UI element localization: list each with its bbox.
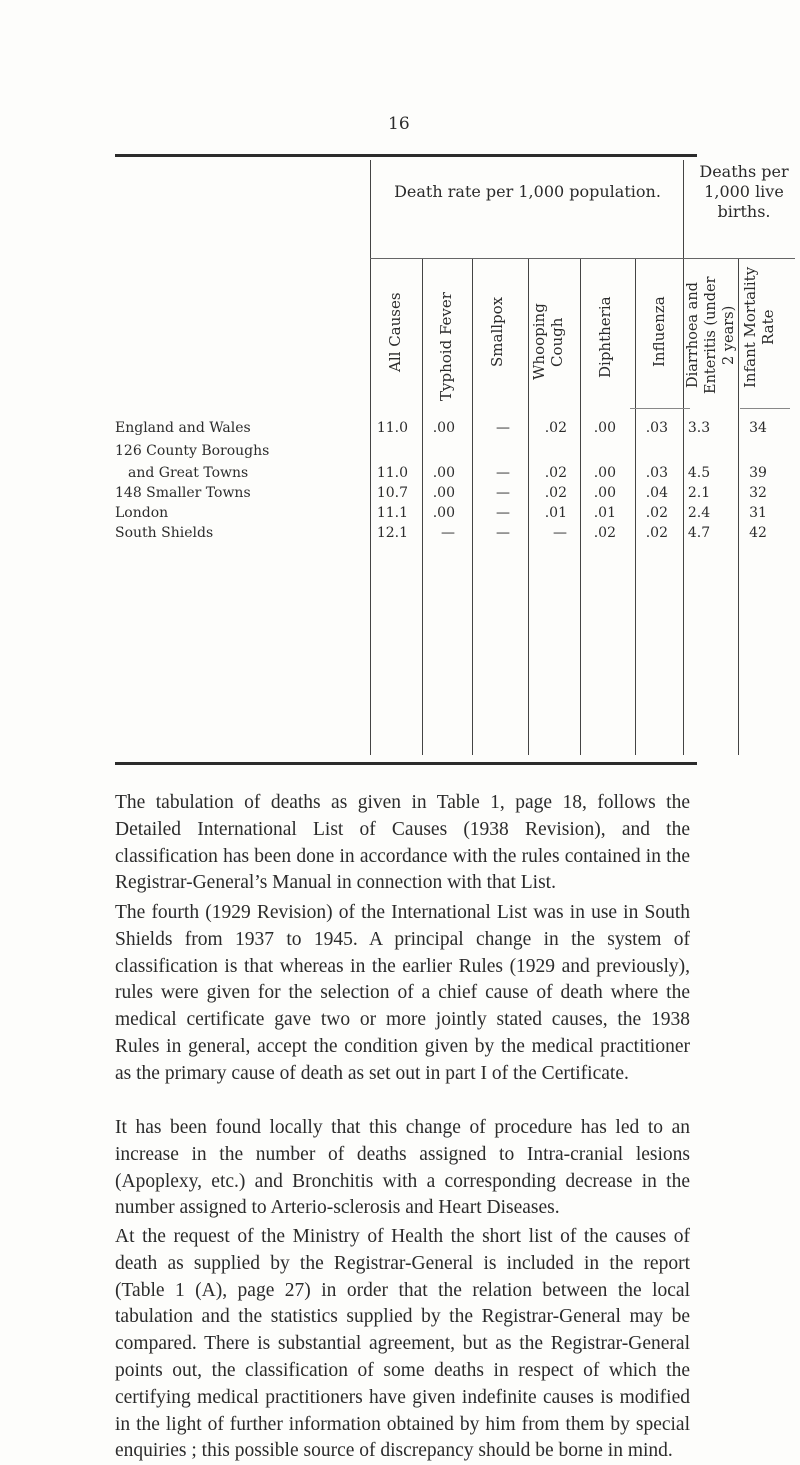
table-cell: 12.1 xyxy=(376,525,408,541)
table-cell: .03 xyxy=(645,465,668,481)
table-cell: .00 xyxy=(593,485,616,501)
table-cell: .04 xyxy=(645,485,668,501)
header-bottom-rule xyxy=(630,408,690,409)
table-cell: 3.3 xyxy=(687,420,711,436)
paragraph-2: The fourth (1929 Revision) of the International List was in use in South Shields from 1937 to 1945. A principal change in the system of classification is that whereas in the earlier Rules (1929 and previously), rules were given for the selection of a chief cause of death where the medical certificate gave two or more jointly stated causes, the 1938 Rules in general, accept the condition given by the medical practitioner as the primary cause of death as set out in part I of the Certificate. xyxy=(115,902,690,1084)
group-header-rule xyxy=(370,258,795,259)
table-cell: .02 xyxy=(544,420,567,436)
table-cell: 11.0 xyxy=(376,465,408,481)
column-header-whooping-cough xyxy=(530,282,576,402)
table-cell: — xyxy=(441,525,455,541)
column-header-infant-mortality xyxy=(741,262,783,392)
table-cell: .02 xyxy=(544,465,567,481)
row-label: 148 Smaller Towns xyxy=(115,485,251,501)
table-cell: .01 xyxy=(593,505,616,521)
table-cell: 34 xyxy=(749,420,767,436)
table-cell: .02 xyxy=(645,525,668,541)
table-cell: 4.5 xyxy=(687,465,711,481)
column-header-all-causes: All Causes xyxy=(386,292,404,372)
paragraph-1: The tabulation of deaths as given in Table 1, page 18, follows the Detailed International List of Causes (1938 Revision), and the classification has been done in accordance with the rules contained in the Registrar-General’s Manual in connection with that List. xyxy=(115,792,690,894)
row-label: South Shields xyxy=(115,525,214,541)
column-header-infant-mortality-text: Infant Mortality Rate xyxy=(741,266,777,388)
table-cell: — xyxy=(496,485,510,501)
group-header-death-rate: Death rate per 1,000 population. xyxy=(394,182,661,201)
row-label: 126 County Boroughs xyxy=(115,443,270,459)
column-header-influenza: Influenza xyxy=(650,296,668,368)
table-cell: 31 xyxy=(749,505,767,521)
table-cell: 2.4 xyxy=(687,505,711,521)
group-header-deaths-per-births: Deaths per 1,000 live births. xyxy=(699,162,789,221)
table-cell: .02 xyxy=(645,505,668,521)
row-label: England and Wales xyxy=(115,420,251,436)
table-divider xyxy=(370,160,371,755)
table-cell: .00 xyxy=(432,465,455,481)
paragraph-4: At the request of the Ministry of Health the short list of the causes of death as supplied by the Registrar-General is included in the report (Table 1 (A), page 27) in order that the relation between the local tabulation and the statistics supplied by the Registrar-General may be compared. There is substantial agreement, but as the Registrar-General points out, the classification of some deaths in respect of which the certifying medical practitioners have given indefinite causes is modified in the light of further information obtained by him from them by special enquiries ; this possible source of discrepancy should be borne in mind. xyxy=(115,1226,690,1462)
table-cell: — xyxy=(496,525,510,541)
table-cell: 10.7 xyxy=(376,485,408,501)
row-label: London xyxy=(115,505,169,521)
column-header-typhoid-fever: Typhoid Fever xyxy=(437,292,455,402)
header-bottom-rule xyxy=(740,408,790,409)
table-cell: 4.7 xyxy=(687,525,711,541)
table-cell: .00 xyxy=(432,505,455,521)
column-header-diarrhoea xyxy=(684,270,738,400)
table-bottom-rule xyxy=(115,762,697,765)
table-cell: .00 xyxy=(432,420,455,436)
column-header-diphtheria: Diphtheria xyxy=(596,296,614,378)
column-header-diarrhoea-text: Diarrhoea and Enteritis (under 2 years) xyxy=(685,276,737,394)
paragraph-3: It has been found locally that this change of procedure has led to an increase in the number of deaths assigned to Intra-cranial lesions (Apoplexy, etc.) and Bronchitis with a corresponding decrease in the number assigned to Arterio-sclerosis and Heart Diseases. xyxy=(115,1117,690,1219)
table-cell: — xyxy=(496,420,510,436)
table-cell: 42 xyxy=(749,525,767,541)
table-divider xyxy=(683,160,684,755)
table-cell: .00 xyxy=(593,420,616,436)
table-cell: .02 xyxy=(544,485,567,501)
table-cell: .02 xyxy=(593,525,616,541)
table-cell: .01 xyxy=(544,505,567,521)
column-header-smallpox: Smallpox xyxy=(488,296,506,368)
table-cell: 11.1 xyxy=(376,505,408,521)
table-cell: 2.1 xyxy=(687,485,711,501)
table-cell: 39 xyxy=(749,465,767,481)
row-label-continued: and Great Towns xyxy=(128,465,249,481)
table-cell: — xyxy=(496,465,510,481)
table-cell: .00 xyxy=(432,485,455,501)
page-number: 16 xyxy=(388,114,410,134)
table-cell: .03 xyxy=(645,420,668,436)
column-header-whooping-cough-text: Whooping Cough xyxy=(530,303,566,381)
table-top-rule xyxy=(115,154,697,157)
table-cell: 11.0 xyxy=(376,420,408,436)
table-cell: — xyxy=(496,505,510,521)
table-cell: 32 xyxy=(749,485,767,501)
table-cell: — xyxy=(553,525,567,541)
table-cell: .00 xyxy=(593,465,616,481)
